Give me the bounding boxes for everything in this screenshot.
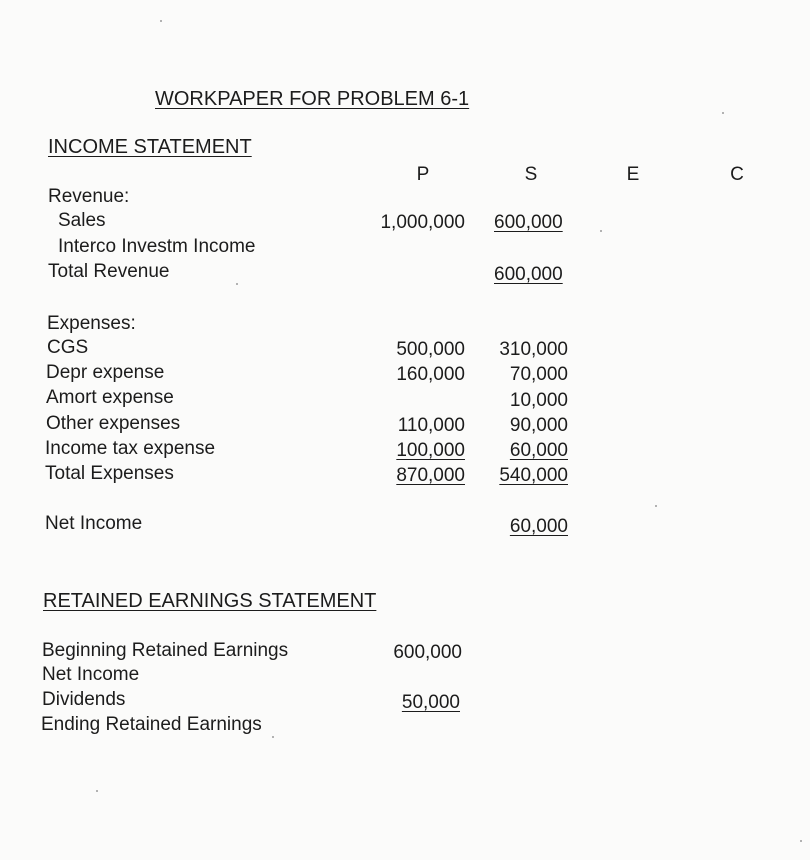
dividends-p-value: 50,000 (401, 692, 460, 713)
expenses-label: Expenses: (47, 313, 136, 334)
other-p-value: 110,000 (397, 415, 465, 436)
other-expenses-label: Other expenses (46, 413, 181, 434)
scan-speck (96, 790, 98, 792)
scan-speck (160, 20, 162, 22)
depr-s-value: 70,000 (509, 364, 568, 385)
ending-re-label: Ending Retained Earnings (41, 714, 262, 735)
column-header-s: S (524, 164, 538, 185)
total-expenses-label: Total Expenses (45, 463, 174, 484)
total-expenses-p-value: 870,000 (396, 465, 465, 486)
scan-speck (655, 505, 657, 507)
column-header-e: E (626, 164, 640, 185)
total-expenses-s-value: 540,000 (499, 465, 568, 486)
depr-expense-label: Depr expense (46, 362, 165, 383)
other-s-value: 90,000 (509, 415, 568, 436)
amort-expense-label: Amort expense (46, 387, 174, 408)
re-net-income-label: Net Income (42, 664, 140, 685)
scan-speck (600, 230, 602, 232)
sales-p-value: 1,000,000 (380, 212, 465, 233)
retained-earnings-heading: RETAINED EARNINGS STATEMENT (43, 590, 377, 612)
sales-s-value: 600,000 (494, 212, 563, 233)
scan-speck (236, 283, 238, 285)
cgs-label: CGS (47, 337, 89, 358)
depr-p-value: 160,000 (396, 364, 465, 385)
total-revenue-s-value: 600,000 (494, 264, 563, 285)
column-header-c: C (730, 164, 744, 185)
beginning-re-label: Beginning Retained Earnings (42, 640, 289, 661)
scan-speck (722, 112, 724, 114)
tax-p-value: 100,000 (396, 440, 465, 461)
total-revenue-label: Total Revenue (48, 261, 170, 282)
interco-income-label: Interco Investm Income (58, 236, 256, 257)
column-header-p: P (416, 164, 430, 185)
tax-s-value: 60,000 (509, 440, 568, 461)
revenue-label: Revenue: (48, 186, 130, 207)
net-income-label: Net Income (45, 513, 143, 534)
dividends-label: Dividends (42, 689, 126, 710)
income-statement-heading: INCOME STATEMENT (48, 136, 252, 158)
scan-speck (800, 840, 802, 842)
net-income-s-value: 60,000 (509, 516, 568, 537)
cgs-s-value: 310,000 (499, 339, 568, 360)
page-title: WORKPAPER FOR PROBLEM 6-1 (155, 88, 470, 110)
amort-s-value: 10,000 (509, 390, 568, 411)
income-tax-label: Income tax expense (45, 438, 216, 459)
beginning-re-p-value: 600,000 (393, 642, 462, 663)
sales-label: Sales (58, 210, 106, 231)
scan-speck (272, 736, 274, 738)
cgs-p-value: 500,000 (396, 339, 465, 360)
